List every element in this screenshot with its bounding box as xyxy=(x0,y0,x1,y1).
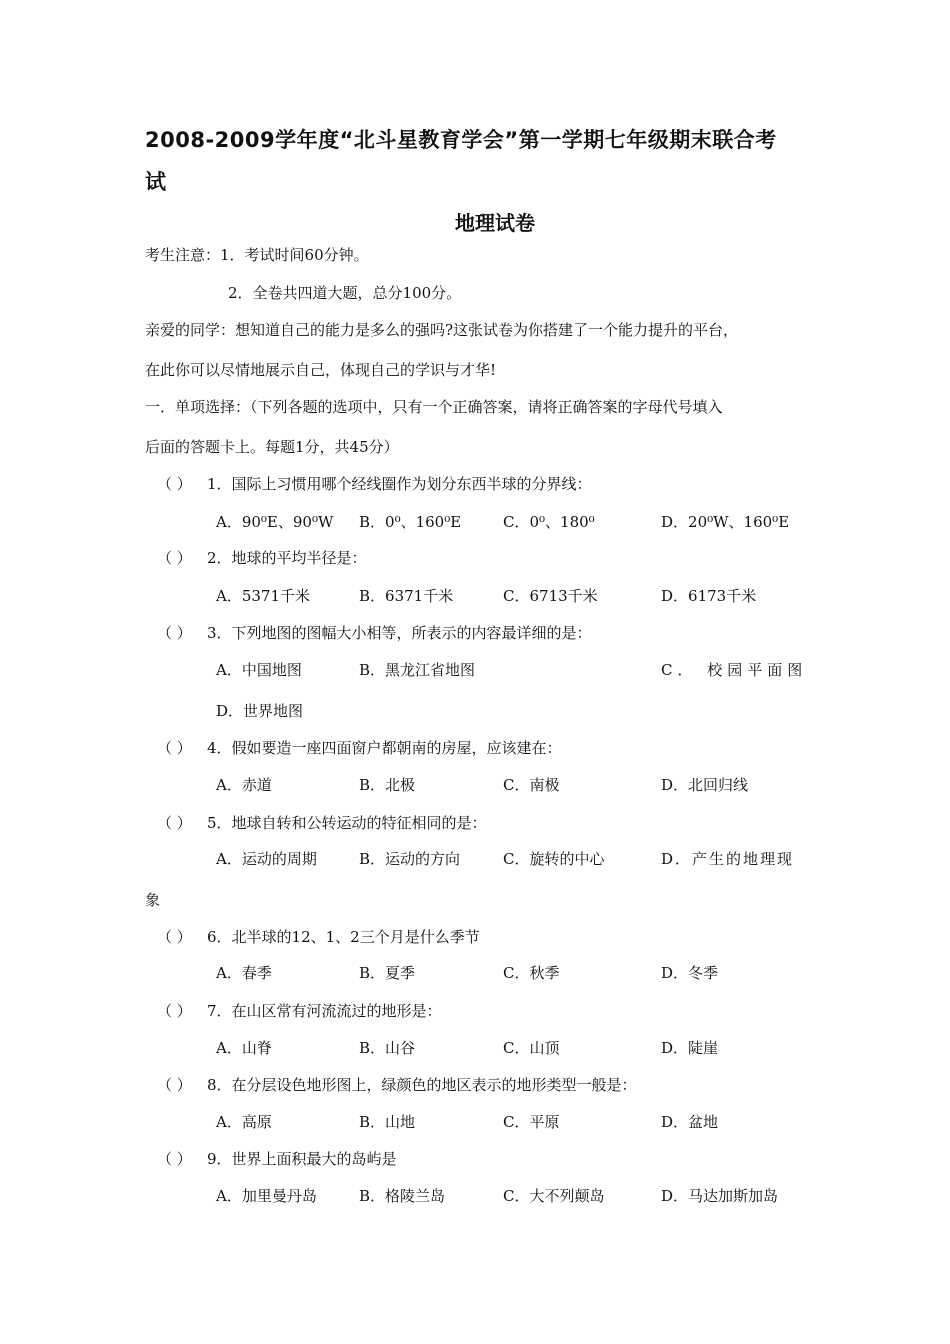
question-8 xyxy=(157,1074,637,1095)
option-a: A．高原 xyxy=(216,1113,272,1131)
answer-blank: （ ） xyxy=(157,928,192,946)
option-b: B．0⁰、160⁰E xyxy=(359,513,462,531)
option-b: B．山谷 xyxy=(359,1039,416,1057)
section1-line2: 后面的答题卡上。每题1分，共45分） xyxy=(145,438,399,456)
option-d: D．20⁰W、160⁰E xyxy=(661,513,790,531)
option-d: D．产生的地理现 xyxy=(661,850,795,868)
options-2 xyxy=(216,585,816,607)
section1-line1: 一．单项选择：（下列各题的选项中，只有一个正确答案，请将正确答案的字母代号填入 xyxy=(145,398,723,416)
options-9 xyxy=(216,1185,816,1207)
option-a: A．中国地图 xyxy=(216,661,302,679)
notice-line1: 考生注意：1．考试时间60分钟。 xyxy=(145,246,369,264)
option-b: B．夏季 xyxy=(359,964,416,982)
option-a: A．5371千米 xyxy=(216,587,311,605)
options-3-cont xyxy=(216,700,816,722)
option-b: B．格陵兰岛 xyxy=(359,1187,446,1205)
options-5 xyxy=(216,848,816,870)
answer-blank: （ ） xyxy=(157,475,192,493)
option-a: A．运动的周期 xyxy=(216,850,317,868)
option-c: C．南极 xyxy=(503,776,560,794)
options-4 xyxy=(216,774,816,796)
option-a: A．90⁰E、90⁰W xyxy=(216,513,334,531)
question-text: 6．北半球的12、1、2三个月是什么季节 xyxy=(207,928,480,946)
option-c: C．秋季 xyxy=(503,964,560,982)
option-d: D．马达加斯加岛 xyxy=(661,1187,779,1205)
option-c: C．6713千米 xyxy=(503,587,598,605)
question-text: 7．在山区常有河流流过的地形是： xyxy=(207,1002,442,1020)
question-text: 2．地球的平均半径是： xyxy=(207,549,367,567)
question-6 xyxy=(157,926,480,947)
answer-blank: （ ） xyxy=(157,1002,192,1020)
question-text: 1．国际上习惯用哪个经线圈作为划分东西半球的分界线： xyxy=(207,475,592,493)
intro-line1: 亲爱的同学：想知道自己的能力是多么的强吗?这张试卷为你搭建了一个能力提升的平台， xyxy=(145,321,739,339)
option-c: C．旋转的中心 xyxy=(503,850,605,868)
answer-blank: （ ） xyxy=(157,739,192,757)
question-3 xyxy=(157,622,592,643)
question-text: 8．在分层设色地形图上，绿颜色的地区表示的地形类型一般是： xyxy=(207,1076,637,1094)
question-text: 9．世界上面积最大的岛屿是 xyxy=(207,1150,397,1168)
options-1 xyxy=(216,511,816,533)
question-9 xyxy=(157,1148,397,1169)
option-d: D．世界地图 xyxy=(216,702,304,720)
notice-line2: 2．全卷共四道大题，总分100分。 xyxy=(228,284,462,302)
answer-blank: （ ） xyxy=(157,624,192,642)
answer-blank: （ ） xyxy=(157,1076,192,1094)
option-c: C． 校园平面图 xyxy=(661,661,808,679)
option-a: A．山脊 xyxy=(216,1039,272,1057)
option-b: B．黑龙江省地图 xyxy=(359,661,476,679)
option-b: B．北极 xyxy=(359,776,416,794)
options-8 xyxy=(216,1111,816,1133)
question-text: 4．假如要造一座四面窗户都朝南的房屋，应该建在： xyxy=(207,739,562,757)
option-c: C．平原 xyxy=(503,1113,560,1131)
question-1 xyxy=(157,473,592,494)
option-c: C．0⁰、180⁰ xyxy=(503,513,595,531)
question-4 xyxy=(157,737,562,758)
question-text: 3．下列地图的图幅大小相等，所表示的内容最详细的是： xyxy=(207,624,592,642)
question-text: 5．地球自转和公转运动的特征相同的是： xyxy=(207,814,487,832)
answer-blank: （ ） xyxy=(157,549,192,567)
option-d: D．盆地 xyxy=(661,1113,719,1131)
question-7 xyxy=(157,1000,442,1021)
exam-subtitle: 地理试卷 xyxy=(455,211,535,235)
option-c: C．大不列颠岛 xyxy=(503,1187,605,1205)
option-a: A．春季 xyxy=(216,964,272,982)
option-b: B．6371千米 xyxy=(359,587,454,605)
options-3 xyxy=(216,659,816,681)
option-d: D．冬季 xyxy=(661,964,719,982)
options-7 xyxy=(216,1037,816,1059)
option-a: A．加里曼丹岛 xyxy=(216,1187,317,1205)
answer-blank: （ ） xyxy=(157,814,192,832)
option-d-continuation: 象 xyxy=(145,891,161,909)
question-5 xyxy=(157,812,487,833)
option-d: D．6173千米 xyxy=(661,587,757,605)
exam-title-line1: 2008-2009学年度“北斗星教育学会”第一学期七年级期末联合考 xyxy=(145,128,777,152)
option-d: D．陡崖 xyxy=(661,1039,719,1057)
option-d: D．北回归线 xyxy=(661,776,749,794)
answer-blank: （ ） xyxy=(157,1150,192,1168)
option-c: C．山顶 xyxy=(503,1039,560,1057)
option-b: B．运动的方向 xyxy=(359,850,461,868)
option-a: A．赤道 xyxy=(216,776,272,794)
exam-title-line2: 试 xyxy=(145,170,167,194)
question-2 xyxy=(157,547,367,568)
intro-line2: 在此你可以尽情地展示自己，体现自己的学识与才华! xyxy=(145,361,497,379)
option-b: B．山地 xyxy=(359,1113,416,1131)
options-6 xyxy=(216,962,816,984)
